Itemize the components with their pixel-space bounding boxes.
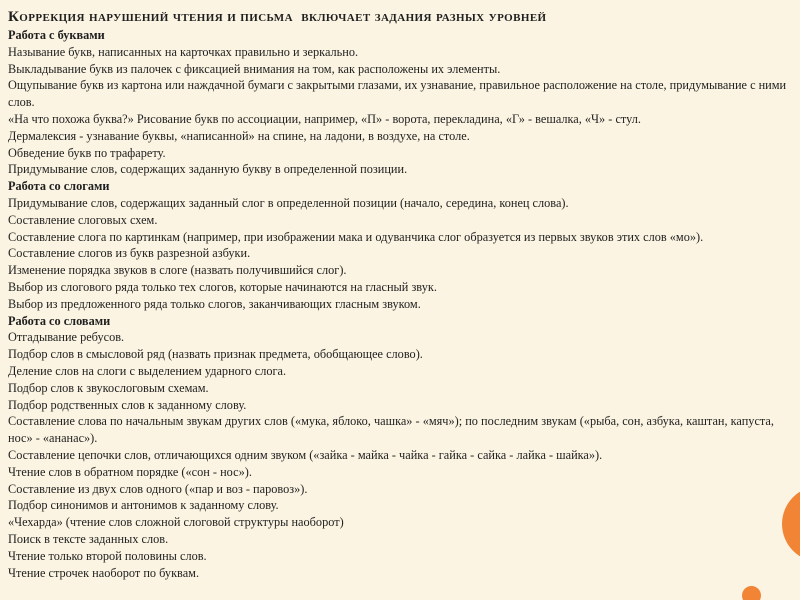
section-heading: Работа с буквами bbox=[8, 28, 105, 42]
text-line: Составление слова по начальным звукам других слов («мука, яблоко, чашка» - «мяч»); по последним звукам («рыба, сон, азбука, каштан, капуста, нос» - «ананас»). bbox=[8, 414, 774, 446]
text-line: Дермалексия - узнавание буквы, «написанной» на спине, на ладони, в воздухе, на столе. bbox=[8, 128, 470, 143]
text-line: Отгадывание ребусов. bbox=[8, 330, 125, 345]
text-line: Придумывание слов, содержащих заданную букву в определенной позиции. bbox=[8, 162, 408, 177]
slide-body bbox=[8, 27, 788, 581]
text-line: Подбор синонимов и антонимов к заданному слову. bbox=[8, 498, 279, 513]
text-line: Чтение только второй половины слов. bbox=[8, 548, 207, 563]
text-line: Составление слога по картинкам (например, при изображении мака и одуванчика слог образуется из первых звуков этих слов «мо»). bbox=[8, 229, 704, 244]
text-line: Поиск в тексте заданных слов. bbox=[8, 531, 169, 546]
text-line: Называние букв, написанных на карточках правильно и зеркально. bbox=[8, 44, 359, 59]
text-line: Подбор слов в смысловой ряд (назвать признак предмета, обобщающее слово). bbox=[8, 347, 423, 362]
text-line: Изменение порядка звуков в слоге (назвать получившийся слог). bbox=[8, 263, 347, 278]
text-line: Подбор родственных слов к заданному слову. bbox=[8, 397, 247, 412]
text-line: Составление из двух слов одного («пар и воз - паровоз»). bbox=[8, 481, 308, 496]
text-line: Ощупывание букв из картона или наждачной бумаги с закрытыми глазами, их узнавание, правильное расположение на столе, придумывание с ними слов. bbox=[8, 78, 787, 110]
text-line: Составление цепочки слов, отличающихся одним звуком («зайка - майка - чайка - гайка - сайка - лайка - шайка»). bbox=[8, 447, 603, 462]
text-line: Чтение строчек наоборот по буквам. bbox=[8, 565, 200, 580]
text-line: Составление слогов из букв разрезной азбуки. bbox=[8, 246, 251, 261]
slide-content bbox=[8, 8, 788, 581]
text-line: Придумывание слов, содержащих заданный слог в определенной позиции (начало, середина, конец слова). bbox=[8, 195, 569, 210]
text-line: Выбор из слогового ряда только тех слогов, которые начинаются на гласный звук. bbox=[8, 279, 437, 294]
text-line: «Чехарда» (чтение слов сложной слоговой структуры наоборот) bbox=[8, 515, 344, 530]
text-line: Выбор из предложенного ряда только слогов, заканчивающих гласным звуком. bbox=[8, 296, 421, 311]
slide-title: Коррекция нарушений чтения и письма включает задания разных уровней bbox=[8, 9, 547, 25]
text-line: Чтение слов в обратном порядке («сон - нос»). bbox=[8, 464, 252, 479]
section-heading: Работа со слогами bbox=[8, 179, 110, 194]
text-line: Выкладывание букв из палочек с фиксацией внимания на том, как расположены их элементы. bbox=[8, 61, 501, 76]
text-line: Составление слоговых схем. bbox=[8, 212, 158, 227]
decor-circle-small bbox=[742, 586, 761, 600]
section-heading: Работа со словами bbox=[8, 313, 111, 328]
text-line: «На что похожа буква?» Рисование букв по ассоциации, например, «П» - ворота, перекладина, «Г» - вешалка, «Ч» - стул. bbox=[8, 111, 641, 126]
text-line: Деление слов на слоги с выделением ударного слога. bbox=[8, 363, 287, 378]
text-line: Подбор слов к звукослоговым схемам. bbox=[8, 380, 209, 395]
text-line: Обведение букв по трафарету. bbox=[8, 145, 166, 160]
